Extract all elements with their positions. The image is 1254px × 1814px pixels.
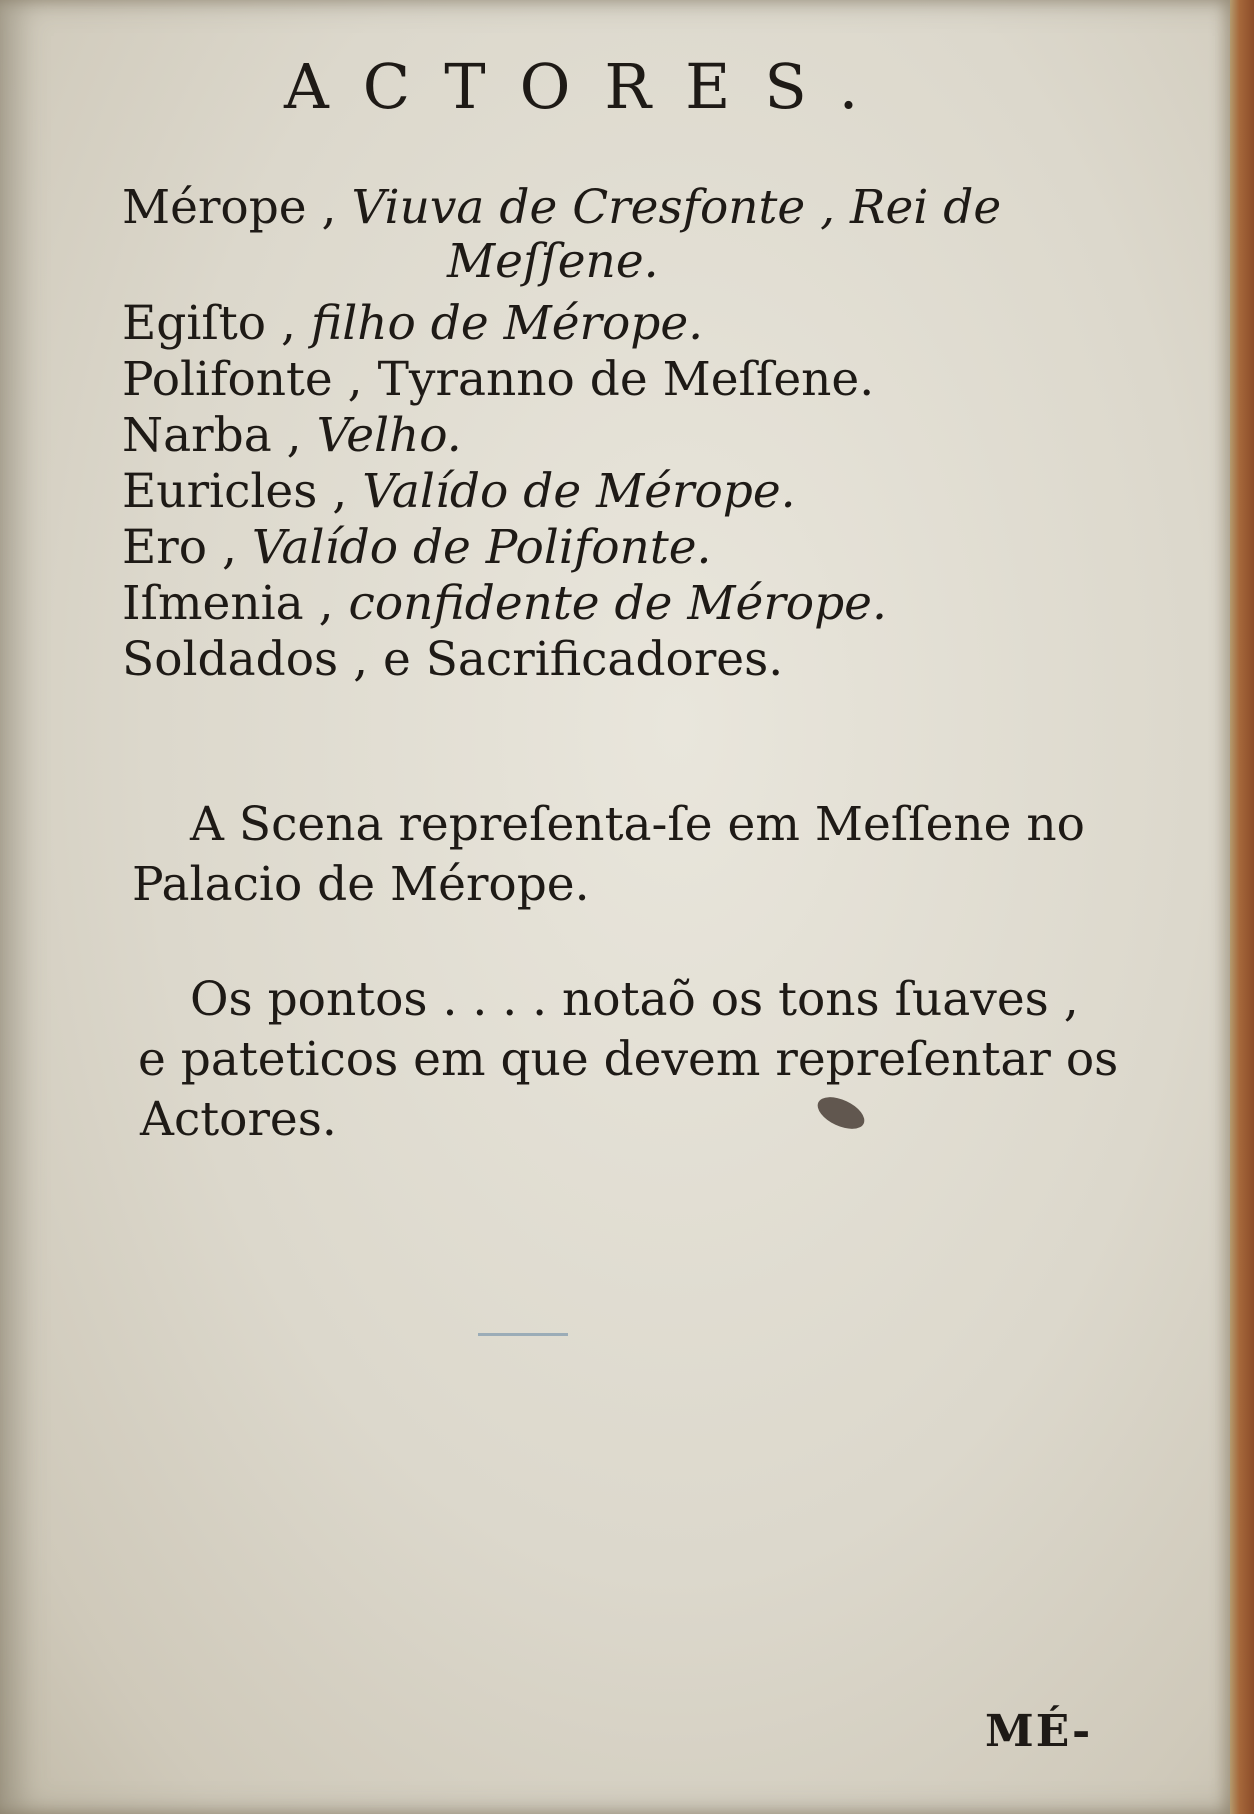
cast-role: confidente de Mérope. (348, 576, 887, 631)
cast-name: Soldados , e Sacrificadores. (122, 632, 784, 687)
cast-line-egisto (122, 296, 703, 352)
points-note-line: Actores. (140, 1092, 337, 1147)
cast-line-polifonte (122, 352, 874, 408)
stray-mark (478, 1333, 568, 1336)
cast-role: Valído de Mérope. (362, 464, 796, 519)
cast-name: Ero , (122, 520, 237, 575)
cast-name: Egiſto , (122, 296, 296, 351)
page-edge (1230, 0, 1254, 1814)
cast-line-narba (122, 408, 462, 464)
cast-line-euricles (122, 464, 796, 520)
cast-role: Velho. (316, 408, 462, 463)
cast-role: filho de Mérope. (310, 296, 704, 351)
points-note-line: e pateticos em que devem repreſentar os (138, 1032, 1119, 1087)
cast-name: Iſmenia , (122, 576, 334, 631)
ink-smudge (813, 1091, 869, 1136)
cast-line-soldados (122, 632, 783, 688)
catchword: MÉ- (985, 1706, 1093, 1757)
cast-line-ero (122, 520, 711, 576)
page-title: ACTORES. (284, 50, 893, 123)
cast-name: Polifonte , (122, 352, 363, 407)
cast-line-ismenia (122, 576, 887, 632)
cast-name: Mérope , (122, 180, 337, 235)
cast-line-merope (122, 180, 1001, 236)
cast-role: Meſſene. (447, 234, 659, 289)
scene-note-line: A Scena repreſenta-ſe em Meſſene no (190, 797, 1085, 852)
scene-note-line: Palacio de Mérope. (132, 857, 590, 912)
cast-role-continuation (447, 234, 659, 290)
points-note-line: Os pontos . . . . notaõ os tons ſuaves , (190, 972, 1079, 1027)
cast-role: Viuva de Cresfonte , Rei de (351, 180, 1002, 235)
cast-name: Narba , (122, 408, 302, 463)
cast-role: Tyranno de Meſſene. (377, 352, 875, 407)
cast-name: Euricles , (122, 464, 348, 519)
cast-role: Valído de Polifonte. (251, 520, 712, 575)
